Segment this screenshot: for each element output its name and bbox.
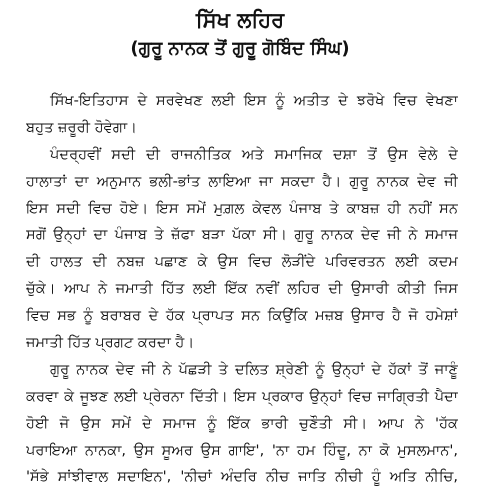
body-text [26, 88, 458, 491]
text-line: ਚੁੱਕੇ। ਆਪ ਨੇ ਜਮਾਤੀ ਹਿੱਤ ਲਈ ਇੱਕ ਨਵੀਂ ਲਹਿਰ ਦੀ ਉਸਾਰੀ ਕੀਤੀ ਜਿਸ [26, 280, 458, 298]
text-line: ਬਹੁਤ ਜ਼ਰੂਰੀ ਹੋਵੇਗਾ। [26, 118, 137, 136]
text-line: ਸਗੋਂ ਉਨ੍ਹਾਂ ਦਾ ਪੰਜਾਬ ਤੇ ਜ਼ੱਫਾ ਬੜਾ ਪੱਕਾ ਸੀ। ਗੁਰੂ ਨਾਨਕ ਦੇਵ ਜੀ ਨੇ ਸਮਾਜ [26, 226, 458, 244]
text-line: ਗੁਰੂ ਨਾਨਕ ਦੇਵ ਜੀ ਨੇ ਪੱਛੜੀ ਤੇ ਦਲਿਤ ਸ਼੍ਰੇਣੀ ਨੂੰ ਉਨ੍ਹਾਂ ਦੇ ਹੱਕਾਂ ਤੋਂ ਜਾਣੂੰ [50, 360, 458, 378]
text-line: ਜਮਾਤੀ ਹਿੱਤ ਪ੍ਰਗਟ ਕਰਦਾ ਹੈ। [26, 334, 195, 352]
text-line: ਪਰਾਇਆ ਨਾਨਕਾ, ਉਸ ਸੂਅਰ ਉਸ ਗਾਇ', 'ਨਾ ਹਮ ਹਿੰਦੂ, ਨਾ ਕੋ ਮੁਸਲਮਾਨ', [26, 441, 458, 459]
text-line: ਇਸ ਸਦੀ ਵਿਚ ਹੋਏ। ਇਸ ਸਮੇਂ ਮੁਗ਼ਲ ਕੇਵਲ ਪੰਜਾਬ ਤੇ ਕਾਬਜ਼ ਹੀ ਨਹੀਂ ਸਨ [26, 199, 458, 217]
text-line: ਵਿਚ ਸਭ ਨੂੰ ਬਰਾਬਰ ਦੇ ਹੱਕ ਪ੍ਰਾਪਤ ਸਨ ਕਿਉਂਕਿ ਮਜ਼ਬ ਉਸਾਰ ਹੈ ਜੋ ਹਮੇਸ਼ਾਂ [26, 307, 458, 325]
text-line: ਦੀ ਹਾਲਤ ਦੀ ਨਬਜ਼ ਪਛਾਣ ਕੇ ਉਸ ਵਿਚ ਲੋੜੀਂਦੇ ਪਰਿਵਰਤਨ ਲਈ ਕਦਮ [26, 253, 458, 271]
document-title: ਸਿੱਖ ਲਹਿਰ [195, 8, 285, 32]
text-line: ਪੰਦਰ੍ਹਵੀਂ ਸਦੀ ਦੀ ਰਾਜਨੀਤਿਕ ਅਤੇ ਸਮਾਜਿਕ ਦਸ਼ਾ ਤੋਂ ਉਸ ਵੇਲੇ ਦੇ [50, 145, 458, 163]
text-line: ਹੋਈ ਜੋ ਉਸ ਸਮੇਂ ਦੇ ਸਮਾਜ ਨੂੰ ਇੱਕ ਭਾਰੀ ਚੁਣੌਤੀ ਸੀ। ਆਪ ਨੇ 'ਹੱਕ [26, 414, 458, 432]
text-line: 'ਸੱਭੇ ਸਾਂਝੀਵਾਲ ਸਦਾਇਨ', 'ਨੀਚਾਂ ਅੰਦਰਿ ਨੀਚ ਜਾਤਿ ਨੀਚੀ ਹੂੰ ਅਤਿ ਨੀਚਿ, [26, 468, 458, 486]
text-line: ਕਰਵਾ ਕੇ ਜੂਝਣ ਲਈ ਪ੍ਰੇਰਨਾ ਦਿੱਤੀ। ਇਸ ਪ੍ਰਕਾਰ ਉਨ੍ਹਾਂ ਵਿਚ ਜਾਗ੍ਰਿਤੀ ਪੈਦਾ [26, 387, 458, 405]
text-line: ਸਿੱਖ-ਇਤਿਹਾਸ ਦੇ ਸਰਵੇਖਣ ਲਈ ਇਸ ਨੂੰ ਅਤੀਤ ਦੇ ਝਰੋਖੇ ਵਿਚ ਵੇਖਣਾ [50, 92, 458, 109]
text-line: ਹਾਲਾਤਾਂ ਦਾ ਅਨੁਮਾਨ ਭਲੀ-ਭਾਂਤ ਲਾਇਆ ਜਾ ਸਕਦਾ ਹੈ। ਗੁਰੂ ਨਾਨਕ ਦੇਵ ਜੀ [26, 172, 458, 190]
document-subtitle: (ਗੁਰੂ ਨਾਨਕ ਤੋਂ ਗੁਰੂ ਗੋਬਿੰਦ ਸਿੰਘ) [130, 38, 350, 59]
